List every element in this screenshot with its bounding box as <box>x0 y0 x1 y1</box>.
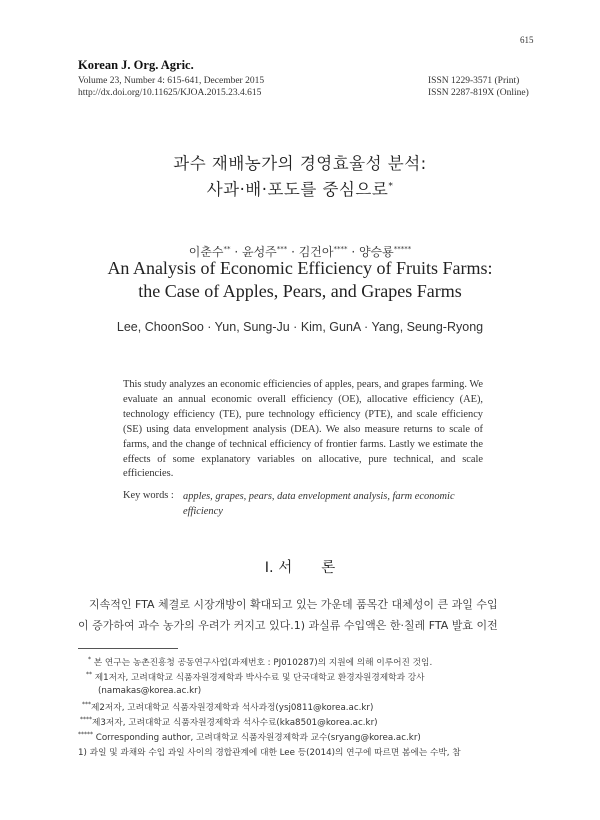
author-2-mark: *** <box>276 245 288 253</box>
author-3-mark: **** <box>333 245 348 253</box>
author-sep: · <box>347 245 359 259</box>
issn-print: ISSN 1229-3571 (Print) <box>428 76 520 86</box>
author-2: 윤성주 <box>241 245 277 259</box>
footnote-6: 1) 과일 및 과채와 수입 과일 사이의 경합관계에 대한 Lee 등(2014)의 연구에 따르면 봄에는 수박, 참 <box>78 748 461 758</box>
footnote-2-email: (namakas@korea.ac.kr) <box>98 686 202 696</box>
english-title-line2: the Case of Apples, Pears, and Grapes Farms <box>138 281 462 301</box>
footnote-text: 본 연구는 농촌진흥청 공동연구사업(과제번호 : PJ010287)의 지원에 의해 이루어진 것임. <box>93 658 433 668</box>
issn-online: ISSN 2287-819X (Online) <box>428 88 529 98</box>
author-1-mark: ** <box>223 245 231 253</box>
english-authors: Lee, ChoonSoo · Yun, Sung-Ju · Kim, GunA · Yang, Seung-Ryong <box>116 320 484 334</box>
author-4: 양승룡 <box>358 245 394 259</box>
footnote-1 <box>78 656 548 668</box>
section-title: 서 론 <box>278 560 336 576</box>
footnote-mark: **** <box>80 716 92 724</box>
section-heading <box>0 556 600 577</box>
english-title-line1: An Analysis of Economic Efficiency of Fruits Farms: <box>107 258 493 278</box>
footnote-text: Corresponding author, 고려대학교 식품자원경제학과 교수(sryang@korea.ac.kr) <box>95 733 421 743</box>
author-sep: · <box>230 245 242 259</box>
author-4-mark: ***** <box>393 245 412 253</box>
footnote-2 <box>78 671 546 683</box>
footnote-divider <box>78 648 178 649</box>
footnote-text: 제2저자, 고려대학교 식품자원경제학과 석사과정(ysj0811@korea.ac.kr) <box>91 703 374 713</box>
footnote-mark: ** <box>86 671 92 679</box>
author-sep: · <box>287 245 299 259</box>
keywords-label: Key words : <box>123 490 174 501</box>
footnote-text: 제1저자, 고려대학교 식품자원경제학과 박사수료 및 단국대학교 환경자원경제학과 강사 <box>94 673 425 683</box>
footnote-text: 제3저자, 고려대학교 식품자원경제학과 석사수료(kka8501@korea.ac.kr) <box>92 718 378 728</box>
doi-link[interactable]: http://dx.doi.org/10.11625/KJOA.2015.23.4.615 <box>78 88 262 98</box>
section-numeral: Ⅰ. <box>264 560 274 576</box>
body-text-line: 지속적인 FTA 체결로 시장개방이 확대되고 있는 가운데 품목간 대체성이 큰 과일 수입 <box>89 598 498 611</box>
footnote-3 <box>78 701 542 713</box>
footnote-mark: * <box>88 656 91 664</box>
footnote-mark: ***** <box>78 731 93 739</box>
korean-title-line2: 사과·배·포도를 중심으로* <box>206 180 394 199</box>
page-number: 615 <box>520 35 534 45</box>
footnote-5 <box>78 731 538 743</box>
body-text-line: 이 증가하여 과수 농가의 우려가 커지고 있다.1) 과실류 수입액은 한·칠레 FTA 발효 이전 <box>78 619 498 632</box>
title-footnote-mark: * <box>388 181 394 192</box>
footnote-4 <box>78 716 540 728</box>
author-1: 이춘수 <box>188 245 224 259</box>
volume-info: Volume 23, Number 4: 615-641, December 2015 <box>78 76 265 86</box>
footnote-mark: *** <box>82 701 91 709</box>
abstract: This study analyzes an economic efficiencies of apples, pears, and grapes farming. We evaluate an annual economic overall efficiency (OE), allocative efficiency (AE), technology efficiency (TE), pure technology efficiency (PTE), and scale efficiency (SE) using data envelopment analysis (DEA). We also measure returns to scale of farms, and the change of technical efficiency of frontier farms. Lastly we estimate the effects of some explanatory variables on allocative, pure technical, and scale efficiencies. <box>123 379 483 480</box>
korean-title-line1: 과수 재배농가의 경영효율성 분석: <box>173 154 427 173</box>
journal-name: Korean J. Org. Agric. <box>78 58 194 72</box>
keywords-value: apples, grapes, pears, data envelopment analysis, farm economic efficiency <box>183 491 455 517</box>
author-3: 김건아 <box>298 245 334 259</box>
